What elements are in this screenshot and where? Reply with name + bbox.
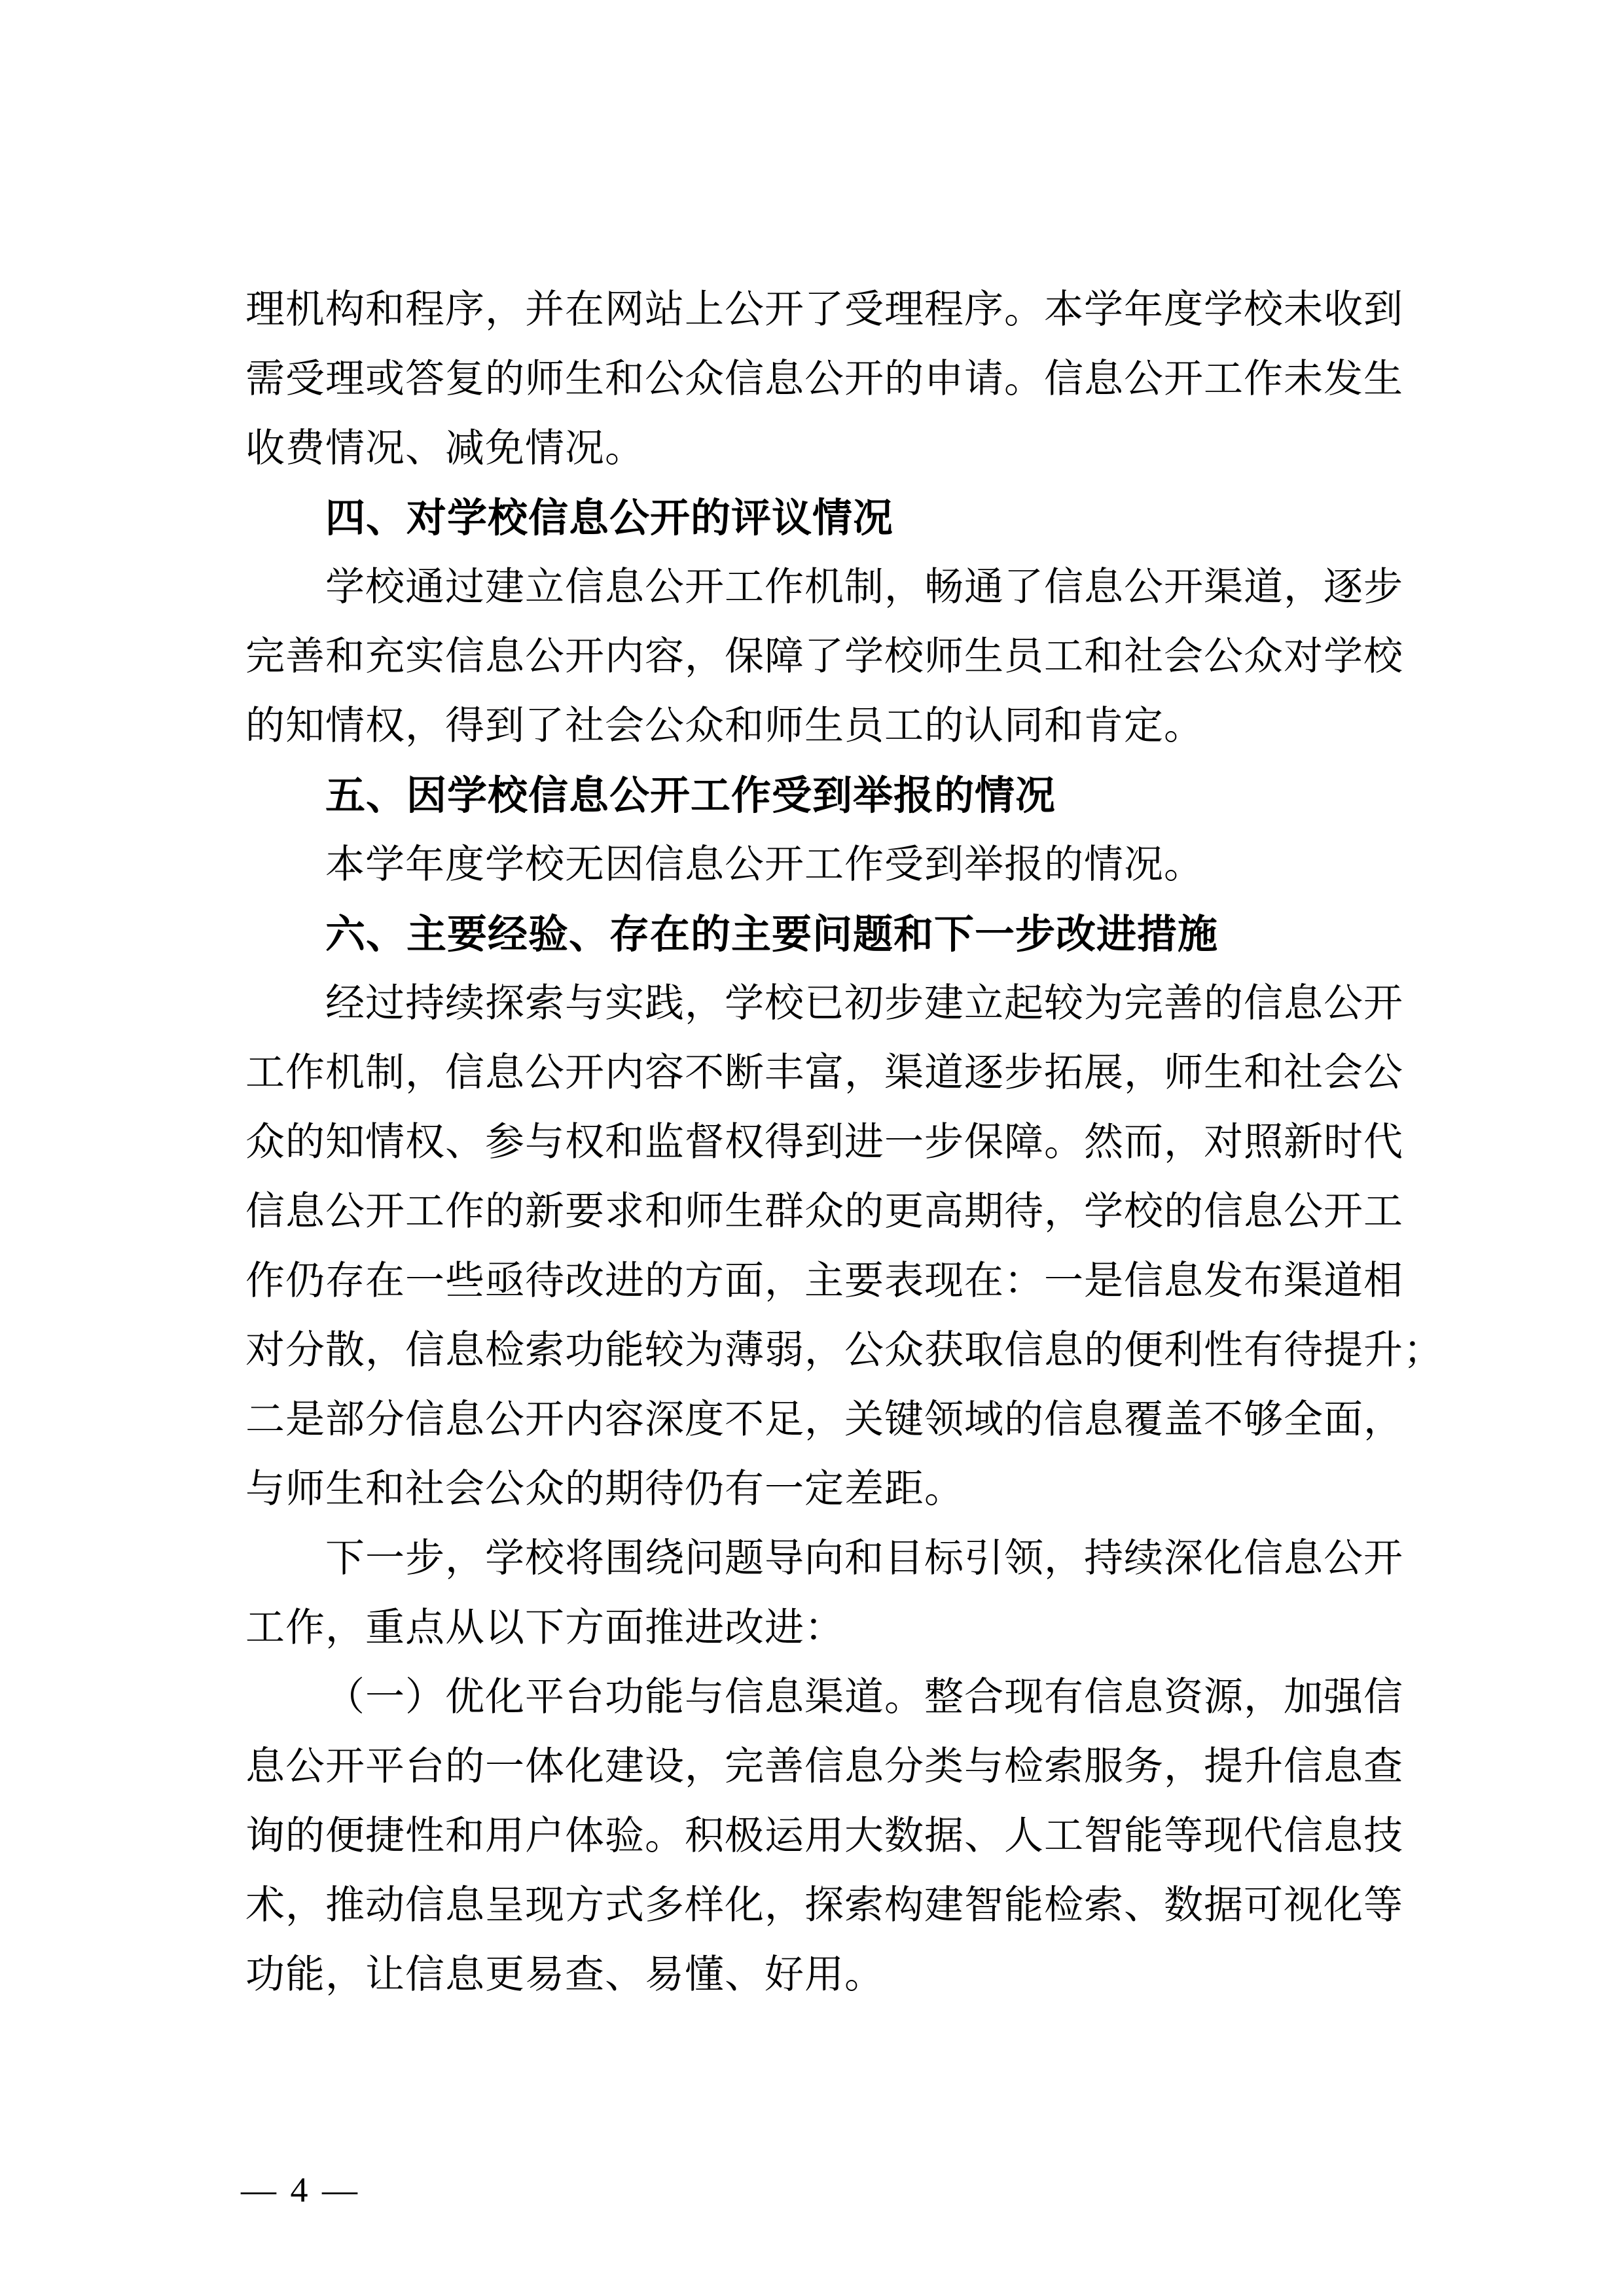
text-line: 息公开平台的一体化建设，完善信息分类与检索服务，提升信息查 — [245, 1745, 1403, 1788]
text-line: 需受理或答复的师生和公众信息公开的申请。信息公开工作未发生 — [245, 357, 1403, 401]
text-line: 工作，重点从以下方面推进改进： — [245, 1606, 844, 1649]
section-heading: 四、对学校信息公开的评议情况 — [325, 495, 894, 540]
page-number: — 4 — — [241, 2170, 360, 2210]
text-line: 作仍存在一些亟待改进的方面，主要表现在：一是信息发布渠道相 — [245, 1259, 1403, 1302]
section-heading: 六、主要经验、存在的主要问题和下一步改进措施 — [325, 912, 1219, 956]
text-line: 理机构和程序，并在网站上公开了受理程序。本学年度学校未收到 — [245, 288, 1403, 331]
text-line: 收费情况、减免情况。 — [245, 427, 645, 470]
document-body — [245, 275, 1443, 2009]
text-line: 学校通过建立信息公开工作机制，畅通了信息公开渠道，逐步 — [325, 565, 1403, 609]
text-line: 与师生和社会公众的期待仍有一定差距。 — [245, 1467, 964, 1511]
text-line: 询的便捷性和用户体验。积极运用大数据、人工智能等现代信息技 — [245, 1814, 1403, 1857]
text-line: 对分散，信息检索功能较为薄弱，公众获取信息的便利性有待提升； — [245, 1329, 1443, 1372]
text-line: 工作机制，信息公开内容不断丰富，渠道逐步拓展，师生和社会公 — [245, 1051, 1403, 1094]
text-line: 完善和充实信息公开内容，保障了学校师生员工和社会公众对学校 — [245, 635, 1403, 678]
section-heading: 五、因学校信息公开工作受到举报的情况 — [325, 773, 1056, 817]
text-line: 功能，让信息更易查、易懂、好用。 — [245, 1953, 884, 1996]
text-line: 下一步，学校将围绕问题导向和目标引领，持续深化信息公开 — [325, 1537, 1403, 1580]
text-line: 众的知情权、参与权和监督权得到进一步保障。然而，对照新时代 — [245, 1121, 1403, 1164]
text-line: 本学年度学校无因信息公开工作受到举报的情况。 — [325, 843, 1204, 886]
page-footer — [241, 2170, 360, 2210]
text-line: 的知情权，得到了社会公众和师生员工的认同和肯定。 — [245, 704, 1204, 747]
text-line: 二是部分信息公开内容深度不足，关键领域的信息覆盖不够全面， — [245, 1398, 1403, 1441]
text-line: 经过持续探索与实践，学校已初步建立起较为完善的信息公开 — [325, 982, 1403, 1025]
text-line: 信息公开工作的新要求和师生群众的更高期待，学校的信息公开工 — [245, 1190, 1403, 1233]
text-line: 术，推动信息呈现方式多样化，探索构建智能检索、数据可视化等 — [245, 1884, 1403, 1927]
text-line: （一）优化平台功能与信息渠道。整合现有信息资源，加强信 — [325, 1676, 1403, 1719]
